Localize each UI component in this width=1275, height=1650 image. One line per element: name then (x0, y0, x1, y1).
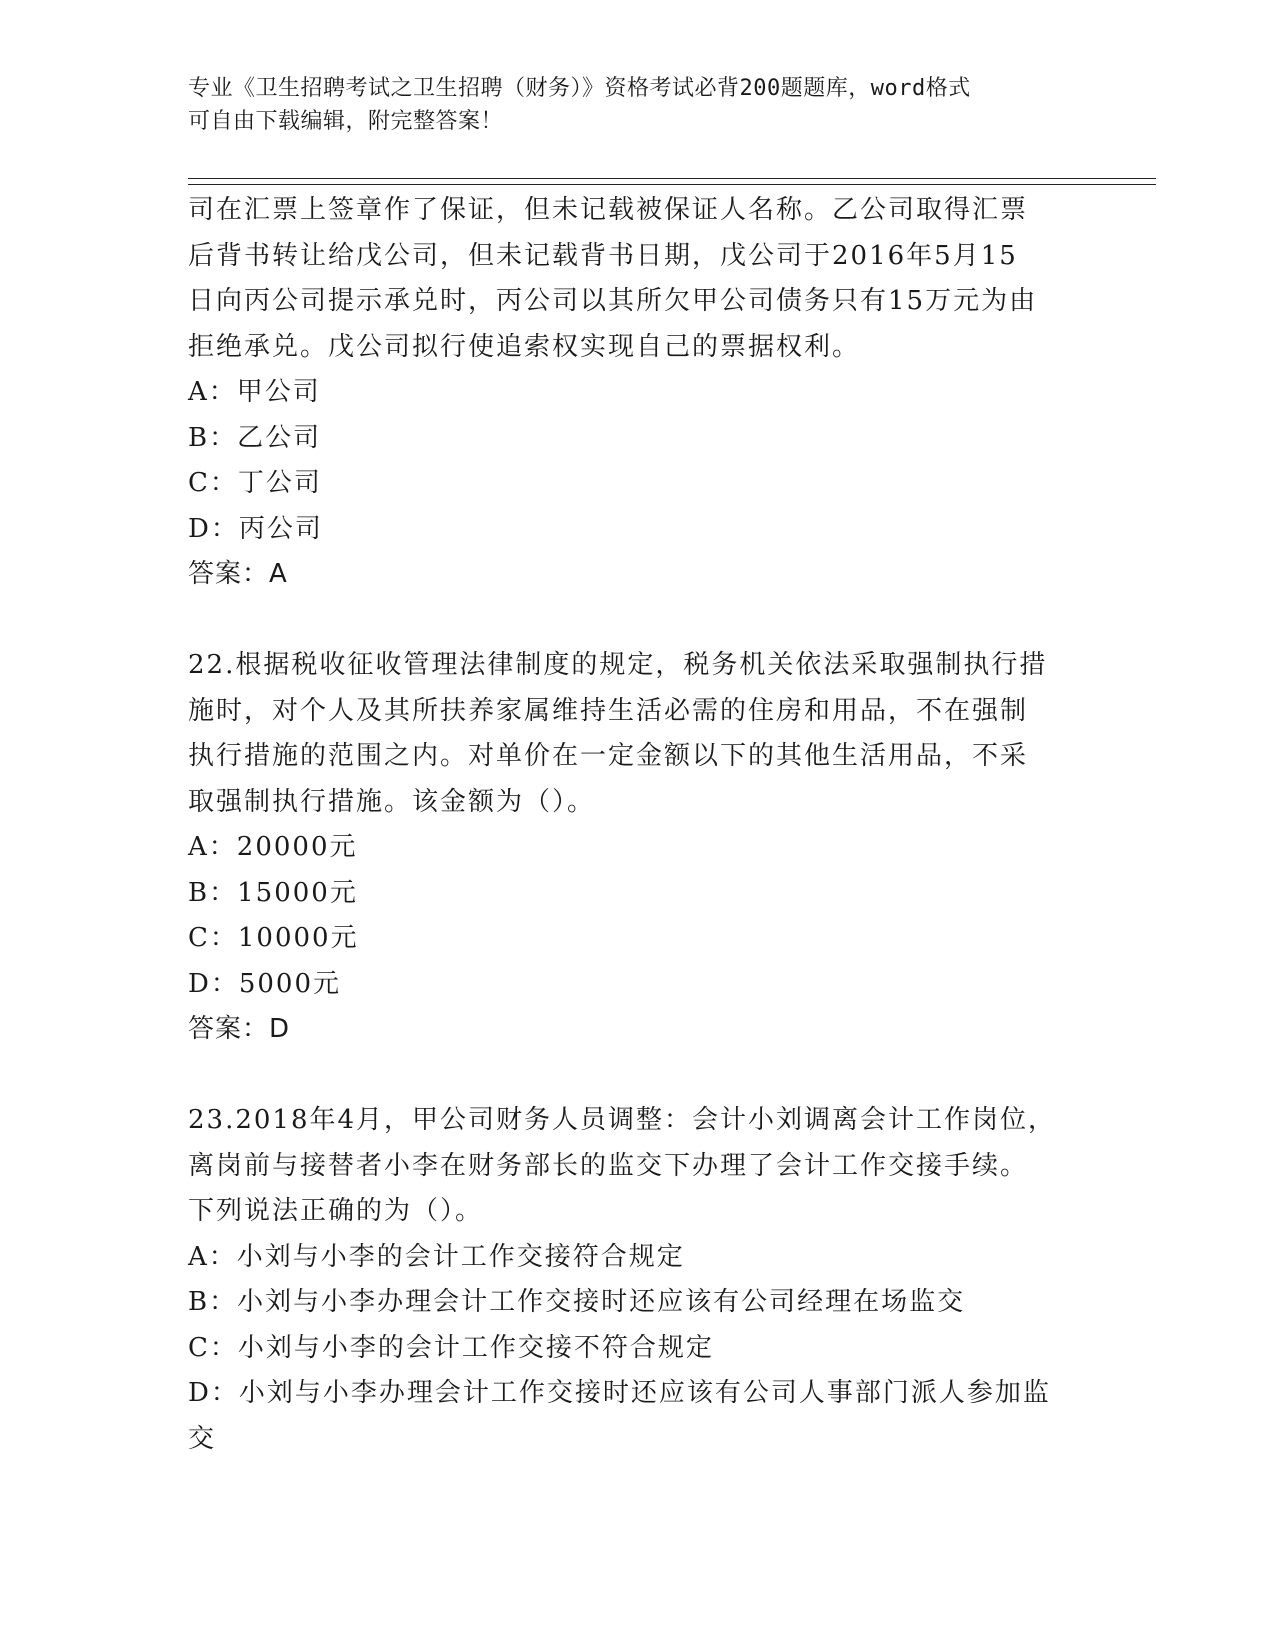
question-stem-line: 施时，对个人及其所扶养家属维持生活必需的住房和用品，不在强制 (188, 695, 1029, 726)
spacer (188, 598, 1088, 644)
option-a: A：甲公司 (188, 377, 321, 407)
question-stem-line: 下列说法正确的为（）。 (188, 1196, 484, 1226)
question-23 (188, 1098, 1088, 1462)
question-stem-line: 离岗前与接替者小李在财务部长的监交下办理了会计工作交接手续。 (188, 1150, 1029, 1181)
option-d: D：丙公司 (188, 513, 323, 544)
answer: 答案：A (188, 559, 288, 589)
option-b: B：乙公司 (188, 422, 322, 453)
question-stem-line: 22.根据税收征收管理法律制度的规定，税务机关依法采取强制执行措 (188, 650, 1048, 680)
option-b: B：小刘与小李办理会计工作交接时还应该有公司经理在场监交 (188, 1287, 966, 1317)
header-line-2: 可自由下载编辑，附完整答案！ (188, 109, 504, 134)
header-line-1: 专业《卫生招聘考试之卫生招聘（财务）》资格考试必背200题题库，word格式 (188, 76, 971, 101)
option-a: A：小刘与小李的会计工作交接符合规定 (188, 1241, 685, 1272)
question-stem-line: 司在汇票上签章作了保证，但未记载被保证人名称。乙公司取得汇票 (188, 195, 1029, 225)
option-c: C：小刘与小李的会计工作交接不符合规定 (188, 1332, 714, 1363)
question-stem-line: 执行措施的范围之内。对单价在一定金额以下的其他生活用品，不采 (188, 741, 1029, 771)
header-rule-bottom (188, 184, 1156, 185)
question-stem-line: 拒绝承兑。戊公司拟行使追索权实现自己的票据权利。 (188, 331, 861, 362)
option-b: B：15000元 (188, 877, 358, 908)
question-stem-line: 取强制执行措施。该金额为（）。 (188, 786, 596, 817)
question-21 (188, 188, 1088, 598)
document-body (188, 188, 1088, 1462)
question-stem-line: 23.2018年4月，甲公司财务人员调整：会计小刘调离会计工作岗位， (188, 1105, 1057, 1135)
page-header (188, 72, 1068, 138)
question-stem-line: 后背书转让给戊公司，但未记载背书日期，戊公司于2016年5月15 (188, 240, 1018, 271)
option-c: C：10000元 (188, 923, 359, 953)
option-c: C：丁公司 (188, 468, 322, 498)
header-rule-top (188, 178, 1156, 179)
question-stem-line: 日向丙公司提示承兑时，丙公司以其所欠甲公司债务只有15万元为由 (188, 286, 1038, 316)
spacer (188, 1053, 1088, 1099)
answer: 答案：D (188, 1014, 291, 1044)
option-d-continued: 交 (188, 1423, 217, 1454)
option-d: D：5000元 (188, 968, 342, 999)
option-d: D：小刘与小李办理会计工作交接时还应该有公司人事部门派人参加监 (188, 1378, 1051, 1408)
option-a: A：20000元 (188, 832, 358, 862)
question-22 (188, 643, 1088, 1053)
